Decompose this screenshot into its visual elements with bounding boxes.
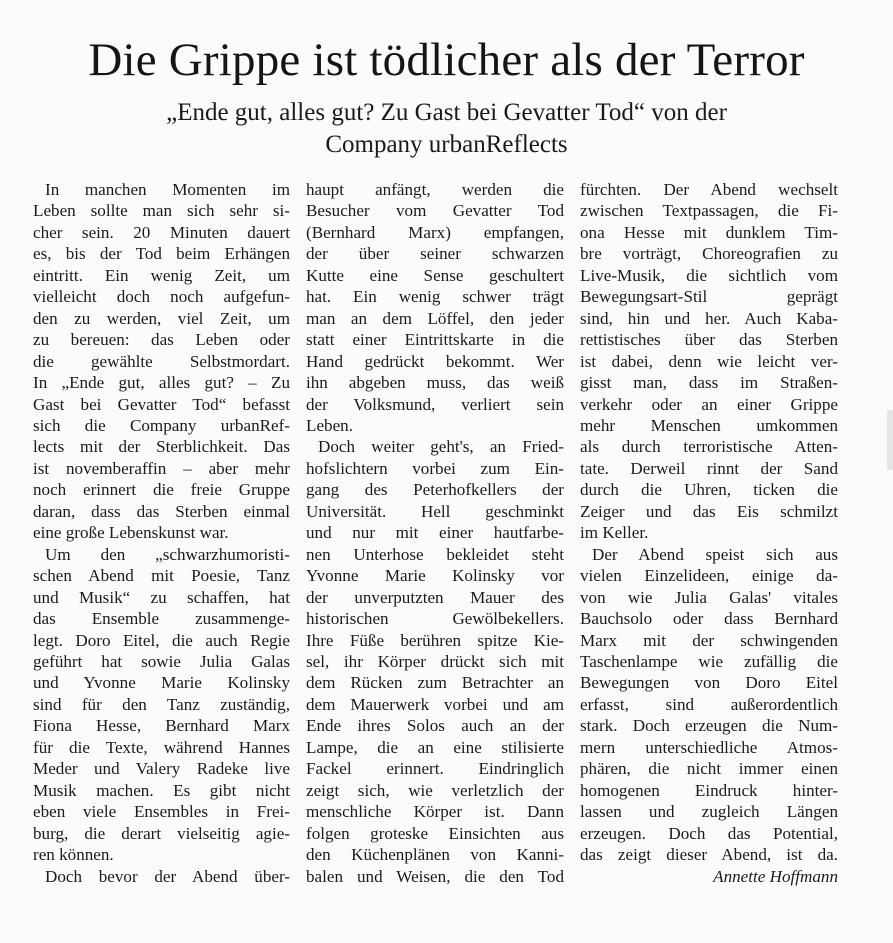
text-line: Taschenlampe wie zufällig die: [580, 651, 838, 671]
headline: Die Grippe ist tödlicher als der Terror: [88, 34, 805, 86]
text-line: die gewählte Selbstmordart.: [33, 351, 290, 371]
text-line: lassen und zugleich Längen: [580, 802, 838, 822]
text-line: für die Texte, während Hannes: [33, 737, 290, 757]
text-line: Besucher vom Gevatter Tod: [306, 201, 564, 221]
text-line: zu bereuen: das Leben oder: [33, 330, 290, 350]
text-line: vielen Einzelideen, einige da-: [580, 566, 838, 586]
text-line: im Keller.: [580, 523, 649, 543]
text-line: mern unterschiedliche Atmos-: [580, 737, 838, 757]
text-line: Lampe, die an eine stilisierte: [306, 737, 564, 757]
text-line: Ende ihres Solos auch an der: [306, 716, 564, 736]
text-line: haupt anfängt, werden die: [306, 180, 564, 199]
text-line: geführt hat sowie Julia Galas: [33, 651, 290, 671]
text-line: rettistisches über das Sterben: [580, 330, 838, 350]
text-line: Musik machen. Es gibt nicht: [33, 780, 290, 800]
text-line: (Bernhard Marx) empfangen,: [306, 222, 564, 242]
text-line: fürchten. Der Abend wechselt: [580, 180, 838, 199]
text-line: dem Mauerwerk vorbei und am: [306, 694, 564, 714]
text-line: noch erinnert die freie Gruppe: [33, 480, 290, 500]
subheadline: [60, 97, 833, 161]
text-line: ona Hesse mit dunklem Tim-: [580, 222, 838, 242]
text-line: Ihre Füße berühren spitze Kie-: [306, 630, 564, 650]
text-line: Zeiger und das Eis schmilzt: [580, 501, 838, 521]
text-line: sind für den Tanz zuständig,: [33, 694, 290, 714]
subheadline-line: „Ende gut, alles gut? Zu Gast bei Gevatter Tod“ von der: [166, 99, 727, 126]
text-line: menschliche Körper ist. Dann: [306, 802, 564, 822]
text-line: und Yvonne Marie Kolinsky: [33, 673, 290, 693]
text-line: Yvonne Marie Kolinsky vor: [306, 566, 564, 586]
text-line: homogenen Eindruck hinter-: [580, 780, 838, 800]
text-line: das zeigt dieser Abend, ist da.: [580, 845, 838, 865]
text-line: man an dem Löffel, den jeder: [306, 308, 564, 328]
scan-edge-mark: [887, 410, 893, 470]
text-line: In manchen Momenten im: [45, 180, 290, 199]
text-line: dem Rücken zum Betrachter an: [306, 673, 564, 693]
text-line: das Ensemble zusammenge-: [33, 609, 290, 629]
text-line: der Volksmund, verliert sein: [306, 394, 564, 414]
text-line: schen Abend mit Poesie, Tanz: [33, 566, 290, 586]
text-line: hat. Ein wenig schwer trägt: [306, 287, 564, 307]
text-line: von wie Julia Galas' vitales: [580, 587, 838, 607]
text-line: Hand gedrückt bekommt. Wer: [306, 351, 564, 371]
text-line: eben viele Ensembles in Frei-: [33, 802, 290, 822]
text-line: Doch bevor der Abend über-: [45, 866, 290, 886]
text-line: und Musik“ zu schaffen, hat: [33, 587, 290, 607]
text-line: historischen Gewölbekellers.: [306, 609, 564, 629]
text-line: Leben.: [306, 415, 353, 435]
text-line: Fackel erinnert. Eindringlich: [306, 759, 564, 779]
text-line: mehr Menschen umkommen: [580, 415, 838, 435]
text-line: zwischen Textpassagen, die Fi-: [580, 201, 838, 221]
text-line: der über seiner schwarzen: [306, 244, 564, 264]
article-column-2: [306, 179, 564, 887]
text-line: stark. Doch erzeugen die Num-: [580, 716, 838, 736]
text-line: lects mit der Sterblichkeit. Das: [33, 437, 290, 457]
text-line: In „Ende gut, alles gut? – Zu: [33, 373, 290, 393]
text-line: legt. Doro Eitel, die auch Regie: [33, 630, 290, 650]
text-line: es, bis der Tod beim Erhängen: [33, 244, 290, 264]
text-line: Bauchsolo oder dass Bernhard: [580, 609, 838, 629]
text-line: als durch terroristische Atten-: [580, 437, 838, 457]
text-line: Bewegungsart-Stil geprägt: [580, 287, 838, 307]
text-line: statt einer Eintrittskarte in die: [306, 330, 564, 350]
text-line: sich die Company urbanRef-: [33, 415, 290, 435]
text-line: Um den „schwarzhumoristi-: [45, 544, 290, 564]
text-line: erzeugen. Doch das Potential,: [580, 823, 838, 843]
text-line: Fiona Hesse, Bernhard Marx: [33, 716, 290, 736]
text-line: den zu werden, viel Zeit, um: [33, 308, 290, 328]
text-line: ihn abgeben muss, das weiß: [306, 373, 564, 393]
text-line: Bewegungen von Doro Eitel: [580, 673, 838, 693]
subheadline-line: Company urbanReflects: [325, 131, 568, 158]
text-line: Marx mit der schwingenden: [580, 630, 838, 650]
text-line: eine große Lebenskunst war.: [33, 523, 229, 543]
text-line: Doch weiter geht's, an Fried-: [318, 437, 564, 457]
text-line: ren können.: [33, 845, 114, 865]
text-line: hofslichtern vorbei zum Ein-: [306, 458, 564, 478]
text-line: daran, dass das Sterben einmal: [33, 501, 290, 521]
text-line: Universität. Hell geschminkt: [306, 501, 564, 521]
text-line: erfasst, sind außerordentlich: [580, 694, 838, 714]
text-line: der unverputzten Mauer des: [306, 587, 564, 607]
text-line: gisst man, dass im Straßen-: [580, 373, 838, 393]
text-line: burg, die derart vielseitig agie-: [33, 823, 290, 843]
text-line: Meder und Valery Radeke live: [33, 759, 290, 779]
text-line: und nur mit einer hautfarbe-: [306, 523, 564, 543]
author-byline: Annette Hoffmann: [713, 866, 838, 886]
text-line: balen und Weisen, die den Tod: [306, 866, 564, 886]
text-line: nen Unterhose bekleidet steht: [306, 544, 564, 564]
text-line: folgen groteske Einsichten aus: [306, 823, 564, 843]
text-line: Gast bei Gevatter Tod“ befasst: [33, 394, 290, 414]
text-line: vielleicht doch noch aufgefun-: [33, 287, 290, 307]
text-line: den Küchenplänen von Kanni-: [306, 845, 564, 865]
text-line: Kutte eine Sense geschultert: [306, 265, 564, 285]
article-column-1: [33, 179, 290, 887]
text-line: eintritt. Ein wenig Zeit, um: [33, 265, 290, 285]
text-line: sind, hin und her. Auch Kaba-: [580, 308, 838, 328]
text-line: tate. Derweil rinnt der Sand: [580, 458, 838, 478]
text-line: Leben sollte man sich sehr si-: [33, 201, 290, 221]
text-line: sel, ihr Körper drückt sich mit: [306, 651, 564, 671]
text-line: cher sein. 20 Minuten dauert: [33, 222, 290, 242]
text-line: bre vorträgt, Choreografien zu: [580, 244, 838, 264]
text-line: phären, die nicht immer einen: [580, 759, 838, 779]
text-line: Der Abend speist sich aus: [592, 544, 838, 564]
article-column-3: [580, 179, 838, 887]
text-line: durch die Uhren, ticken die: [580, 480, 838, 500]
text-line: zeigt sich, wie verletzlich der: [306, 780, 564, 800]
text-line: Live-Musik, die sichtlich vom: [580, 265, 838, 285]
text-line: verkehr oder an einer Grippe: [580, 394, 838, 414]
text-line: ist novemberaffin – aber mehr: [33, 458, 290, 478]
text-line: ist dabei, denn wie leicht ver-: [580, 351, 838, 371]
text-line: gang des Peterhofkellers der: [306, 480, 564, 500]
